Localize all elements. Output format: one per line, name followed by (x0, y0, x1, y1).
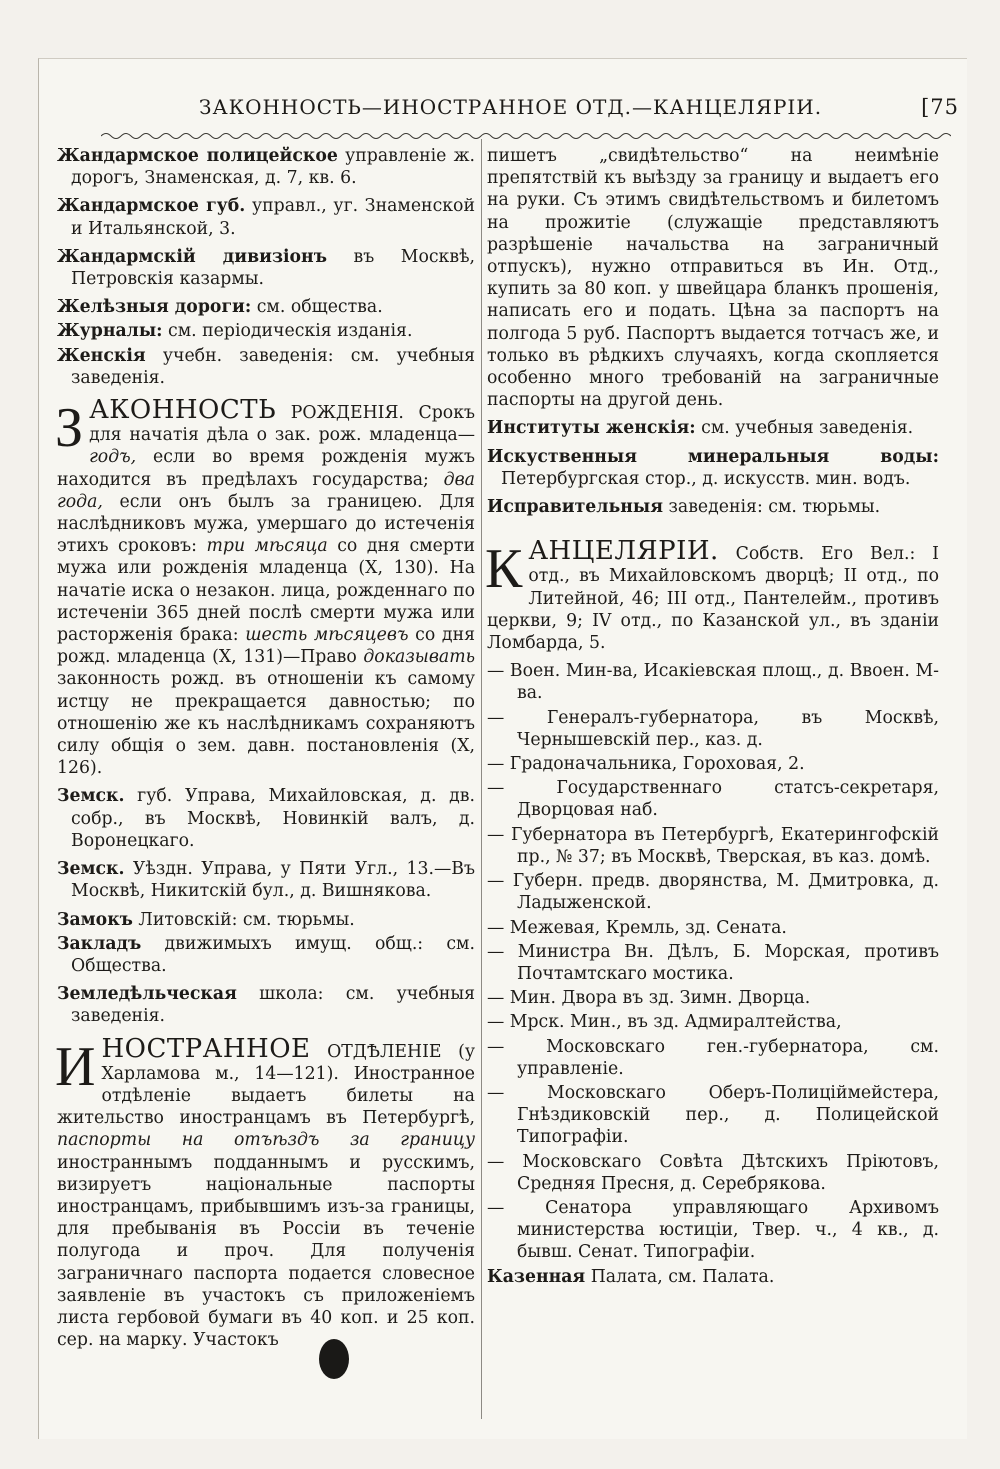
drop-cap: К (485, 538, 523, 601)
list-item: — Губерн. предв. дворянства, М. Дмитровка, д. Ладыженской. (487, 871, 939, 914)
section-inostrannoe: ИНОСТРАННОЕ ОТДѢЛЕНІЕ (у Харламова м., 14—121). Иностранное отдѣленіе выдаетъ билеты на жительство иностранцамъ въ Петербургѣ, паспорты на отъѣздъ за границу иностраннымъ подданнымъ и русскимъ, визируетъ національные паспорты иностранцамъ, прибывшимъ изъ-за границы, для пребыванія въ Россіи въ теченіе полугода и проч. Для полученія заграничнаго паспорта подается словесное заявленіе въ участокъ съ приложеніемъ листа гербовой бумаги въ 40 коп. и 25 коп. сер. на марку. Участокъ (55, 1033, 475, 1351)
list-item: — Межевая, Кремль, зд. Сената. (487, 917, 787, 938)
page (38, 58, 967, 1439)
entry: Замокъ Литовскій: см. тюрьмы. (57, 909, 355, 930)
entry: Земск. губ. Управа, Михайловская, д. дв. собр., въ Москвѣ, Новинкій валъ, д. Воронецкаго. (57, 786, 475, 851)
entry: Казенная Палата, см. Палата. (487, 1266, 775, 1287)
list-item: — Московскаго Оберъ-Полицiймейстера, Гнѣздиковскій пер., д. Полицейской Типографіи. (487, 1082, 939, 1148)
entry: Жандармское губ. управл., уг. Знаменской и Итальянской, 3. (57, 196, 475, 239)
entry: Исправительныя заведенія: см. тюрьмы. (487, 497, 881, 518)
header-title: ЗАКОННОСТЬ—ИНОСТРАННОЕ ОТД.—КАНЦЕЛЯРІИ. (199, 95, 823, 119)
entry: Искуственныя минеральныя воды: Петербургская стор., д. искусств. мин. водъ. (487, 446, 939, 489)
section-kanc: КАНЦЕЛЯРІИ. Собств. Его Вел.: I отд., въ Михайловскомъ дворцѣ; II отд., по Литейной, 46; III отд., Пантелейм., противъ церкви, 9; IV отд., по Казанской ул., въ зданіи Ломбарда, 5. (485, 536, 939, 654)
list-item: — Мин. Двора въ зд. Зимн. Дворца. (487, 988, 811, 1009)
wavy-rule (101, 131, 951, 141)
entry: Женскія учебн. заведенія: см. учебныя заведенія. (57, 345, 475, 388)
list-item: — Градоначальника, Гороховая, 2. (487, 754, 805, 775)
entry: Жандармское полицейское управленіе ж. дорогъ, Знаменская, д. 7, кв. 6. (57, 146, 475, 189)
drop-cap: З (55, 397, 84, 460)
list-item: — Губернатора въ Петербургѣ, Екатерингофскій пр., № 37; въ Москвѣ, Тверская, въ каз. домѣ. (487, 824, 939, 867)
left-column (57, 145, 475, 1357)
continuation-paragraph: пишетъ „свидѣтельство“ на неимѣніе препятствій къ выѣзду за границу и выдаетъ его на руки. Съ этимъ свидѣтельствомъ и билетомъ на прожитіе (служащіе представляютъ разрѣшеніе начальства на заграничный отпускъ), нужно отправиться въ Ин. Отд., купить за 80 коп. у швейцара бланкъ прошенія, написать его и подать. Цѣна за паспортъ на полгода 5 руб. Паспортъ выдается тотчасъ же, и только въ рѣдкихъ случаяхъ, когда скопляется особенно много требованій на заграничные паспорты на другой день. (487, 146, 939, 411)
list-item: — Мрск. Мин., въ зд. Адмиралтейства, (487, 1012, 842, 1033)
section-title: НОСТРАННОЕ (101, 1033, 311, 1064)
entry: Жандармскій дивизіонъ въ Москвѣ, Петровскія казармы. (57, 246, 475, 290)
section-title: АКОННОСТЬ (89, 395, 277, 426)
list-item: — Генералъ-губернатора, въ Москвѣ, Чернышевскій пер., каз. д. (487, 707, 939, 750)
entry: Закладъ движимыхъ имущ. общ.: см. Общества. (57, 933, 475, 976)
drop-cap: И (55, 1035, 96, 1098)
list-item: — Московскаго Совѣта Дѣтскихъ Пріютовъ, Средняя Пресня, д. Серебрякова. (487, 1151, 939, 1194)
list-item: — Московскаго ген.-губернатора, см. управленіе. (487, 1036, 939, 1079)
section-title: АНЦЕЛЯРІИ. (528, 536, 719, 567)
page-number: [75 (921, 95, 959, 119)
list-item: — Сенатора управляющаго Архивомъ министерства юстиціи, Твер. ч., 4 кв., д. бывш. Сенат. Типографіи. (487, 1197, 939, 1263)
entry: Журналы: см. періодическія изданія. (57, 321, 413, 342)
entry: Земледѣльческая школа: см. учебныя заведенія. (57, 984, 475, 1027)
right-column (487, 145, 939, 1294)
ink-blot (319, 1339, 349, 1379)
list-item: — Министра Вн. Дѣлъ, Б. Морская, противъ Почтамтскаго мостика. (487, 941, 939, 984)
running-header (139, 95, 959, 125)
column-divider (481, 139, 482, 1419)
section-zakonnost: ЗАКОННОСТЬ РОЖДЕНІЯ. Срокъ для начатія дѣла о зак. рож. младенца—годъ, если во время рожденія мужъ находится въ предѣлахъ государства; два года, если онъ былъ за границею. Для наслѣдниковъ мужа, умершаго до истеченія этихъ сроковъ: три мѣсяца со дня смерти мужа или рожденія младенца (X, 130). На начатіе иска о незакон. лица, рожденнаго по истеченіи 365 дней послѣ смерти мужа или расторженія брака: шесть мѣсяцевъ со дня рожд. младенца (X, 131)—Право доказывать законность рожд. въ отношеніи къ самому истцу не прекращается давностью; по отношенію же къ наслѣдникамъ сохраняютъ силу общія о зем. давн. постановленія (X, 126). (55, 395, 475, 779)
entry: Земск. Уѣздн. Управа, у Пяти Угл., 13.—Въ Москвѣ, Никитскій бул., д. Вишнякова. (57, 859, 475, 902)
list-item: — Воен. Мин-ва, Исакіевская площ., д. Ввоен. М-ва. (487, 661, 939, 704)
entry: Желѣзныя дороги: см. общества. (57, 297, 383, 318)
list-item: — Государственнаго статсъ-секретаря, Дворцовая наб. (487, 778, 939, 821)
entry: Институты женскія: см. учебныя заведенія. (487, 418, 914, 439)
